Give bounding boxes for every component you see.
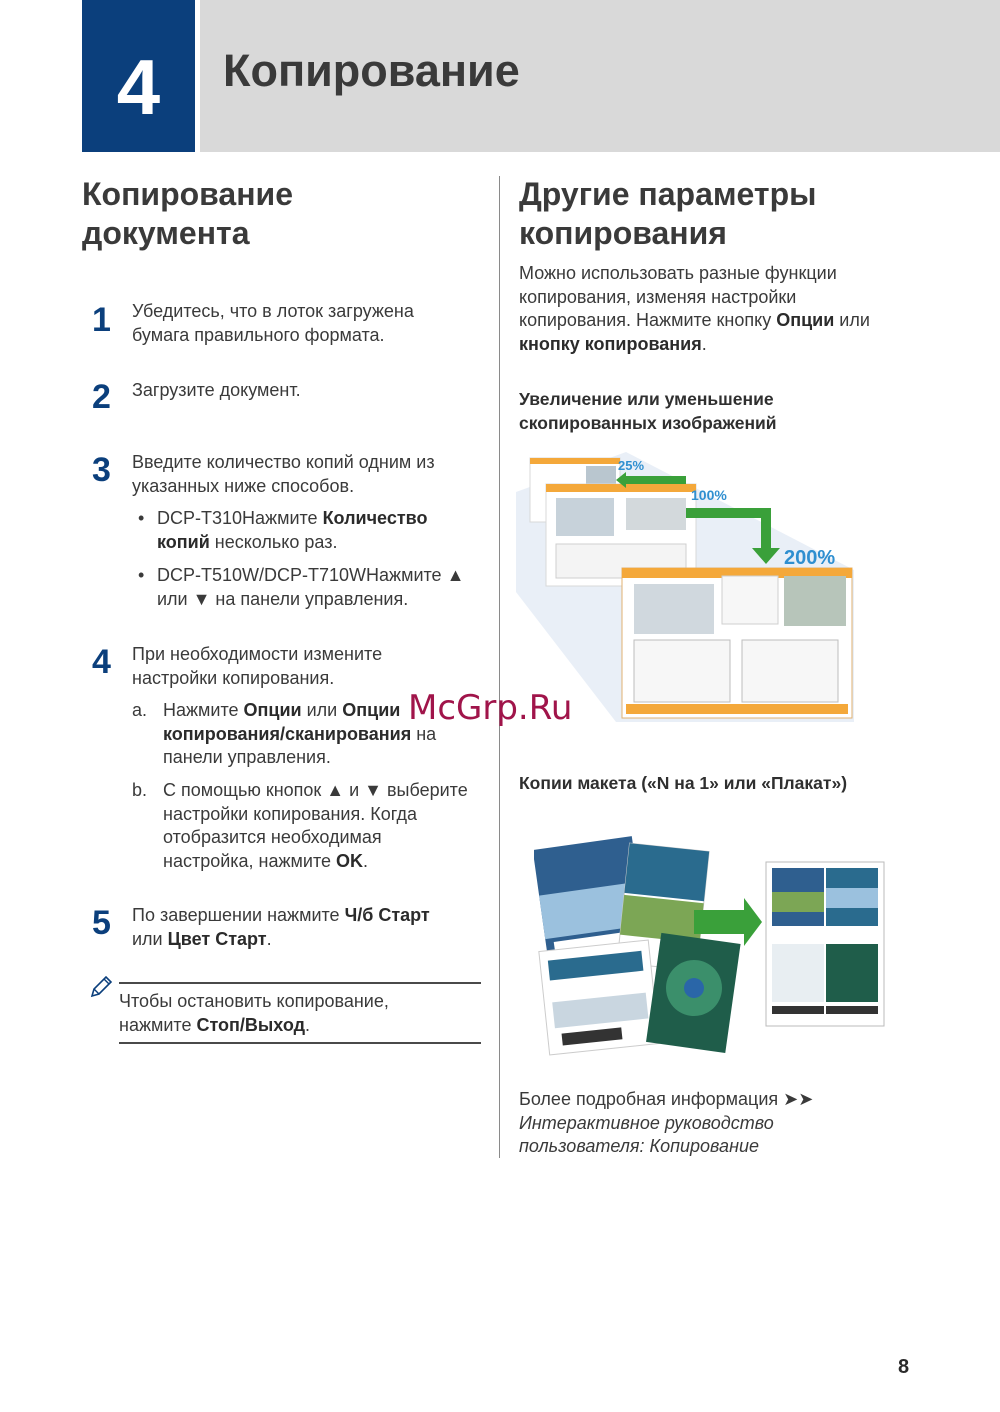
- page-number: 8: [898, 1356, 910, 1378]
- pencil-icon: [88, 974, 114, 1000]
- step-5-text: По завершении нажмите Ч/б Старт или Цвет Старт.: [132, 905, 430, 949]
- zoom-label-25: 25%: [618, 458, 645, 473]
- step-4-text: При необходимости измените настройки копирования.: [132, 644, 383, 688]
- zoom-label-200: 200%: [784, 547, 836, 569]
- step-number-4: 4: [92, 643, 111, 681]
- step-2-text: Загрузите документ.: [132, 380, 301, 400]
- step-4-substep-a: Нажмите Опции или Опции копирования/сканирования на панели управления.: [163, 700, 437, 767]
- step-1-text: Убедитесь, что в лоток загружена бумага правильного формата.: [132, 301, 414, 345]
- left-heading: Копирование документа: [82, 176, 294, 251]
- subheading-zoom: Увеличение или уменьшение скопированных изображений: [519, 389, 777, 433]
- step-number-2: 2: [92, 378, 111, 416]
- right-intro: Можно использовать разные функции копирования, изменяя настройки копирования. Нажмите кнопку Опции или кнопку копирования.: [519, 263, 870, 354]
- note-bottom-rule: [119, 1042, 481, 1044]
- bullet-dot: •: [138, 508, 145, 528]
- step-number-5: 5: [92, 904, 111, 942]
- subheading-layout: Копии макета («N на 1» или «Плакат»): [519, 773, 848, 793]
- zoom-label-100: 100%: [691, 487, 727, 503]
- step-3-bullet-1: DCP-T310Нажмите Количество копий несколько раз.: [157, 508, 428, 552]
- zoom-illustration: [516, 452, 854, 722]
- step-number-3: 3: [92, 451, 111, 489]
- step-4-marker-b: b.: [132, 780, 148, 800]
- bullet-dot: •: [138, 565, 145, 585]
- right-heading: Другие параметры копирования: [519, 176, 817, 251]
- note-text: Чтобы остановить копирование, нажмите Стоп/Выход.: [119, 991, 389, 1035]
- note-top-rule: [119, 982, 481, 984]
- layout-illustration: [534, 828, 886, 1060]
- column-divider: [499, 176, 500, 1158]
- step-4-substep-b: С помощью кнопок ▲ и ▼ выберите настройки копирования. Когда отобразится необходимая настройка, нажмите OK.: [163, 780, 468, 871]
- step-3-text: Введите количество копий одним из указанных ниже способов.: [132, 452, 435, 496]
- step-4-marker-a: a.: [132, 700, 148, 720]
- chapter-number: 4: [116, 43, 161, 131]
- more-info: Более подробная информация ➤➤ Интерактивное руководство пользователя: Копирование: [519, 1089, 814, 1156]
- step-3-bullet-2: DCP-T510W/DCP-T710WНажмите ▲ или ▼ на панели управления.: [157, 565, 465, 609]
- watermark: McGrp.Ru: [408, 688, 573, 728]
- chapter-title: Копирование: [223, 45, 520, 96]
- step-number-1: 1: [92, 301, 111, 339]
